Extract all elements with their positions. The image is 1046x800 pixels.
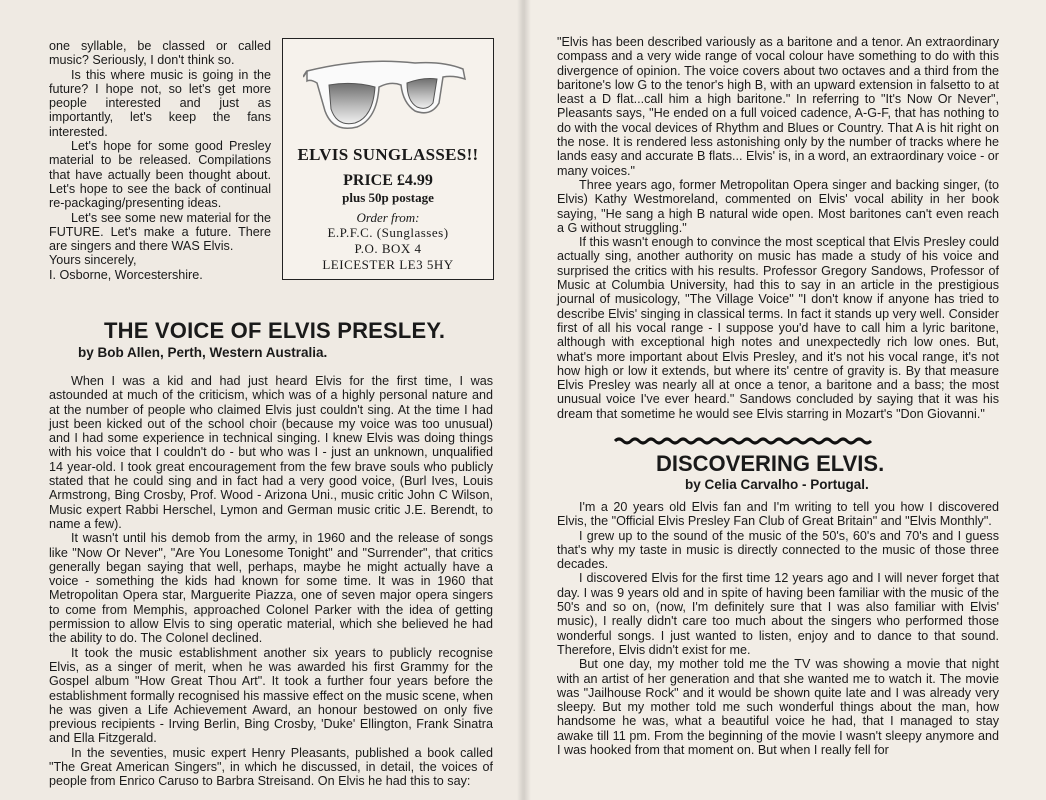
ad-order-from: Order from: bbox=[356, 210, 420, 225]
letter-paragraph: Let's see some new material for the FUTURE. Let's make a future. There are singers and there WAS Elvis. bbox=[49, 210, 271, 254]
letter-signature: I. Osborne, Worcestershire. bbox=[49, 267, 203, 282]
reader-letter bbox=[49, 39, 271, 282]
wavy-divider bbox=[613, 436, 875, 446]
article-paragraph: I discovered Elvis for the first time 12 years ago and I will never forget that day. I was 9 years old and in spite of having been familiar with the music of the 50's and so on, (now, I'm definitely sure that I was also familiar with Elvis' music), I really didn't care too much about the singers who performed those wonderful songs. I just wanted to listen, enjoy and to dance to that sound. Therefore, Elvis didn't exist for me. bbox=[557, 571, 999, 657]
article-paragraph: When I was a kid and had just heard Elvis for the first time, I was astounded at much of the criticism, which was of a highly personal nature and at the number of people who claimed Elvis just couldn't sing. At the time I had just been kicked out of the school choir (because my voice was too unusual) and I had some experience in technical singing. I knew Elvis was doing things with his voice that I couldn't do - but who was I - just an unknown, unqualified 14 year-old. I took great encouragement from the few brave souls who publicly stated that he could sing and in fact had a very good voice, (Burl Ives, Louis Armstrong, Bing Crosby, Prof. Wood - Arizona Uni., music critic John C Wilson, Music expert Rabbi Herschel, Lymon and German music critic J.E. Berendt, to name a few). bbox=[49, 374, 493, 531]
article-paragraph: I grew up to the sound of the music of the 50's, 60's and 70's and I guess that's why my taste in music is directly connected to the music of those three decades. bbox=[557, 528, 999, 572]
sunglasses-advert bbox=[282, 38, 494, 280]
article-body bbox=[557, 500, 999, 757]
article-paragraph: Three years ago, former Metropolitan Opera singer and backing singer, (to Elvis) Kathy Westmoreland, commented on Elvis' vocal ability in her book saying, "He sang a high B natural wide open. Most baritones can't even reach a G without struggling." bbox=[557, 177, 999, 235]
ad-postage: plus 50p postage bbox=[342, 190, 434, 205]
ad-address-line: E.P.F.C. (Sunglasses) bbox=[327, 225, 449, 240]
article-paragraph: It wasn't until his demob from the army, in 1960 and the release of songs like "Now Or Never", "Are You Lonesome Tonight" and "Surrender", that critics generally began saying that well, perhaps, maybe he might actually have a voice - something the kids had known for some time. It was in 1960 that Metropolitan Opera star, Marguerite Piazza, one of seven major opera singers to come from Memphis, approached Colonel Parker with the idea of getting permission to allow Elvis to sing operatic material, which she believed he had the ability to do. The Colonel declined. bbox=[49, 531, 493, 646]
ad-address-line: LEICESTER LE3 5HY bbox=[322, 257, 454, 272]
letter-paragraph: Is this where music is going in the future? I hope not, so let's get more people interested and just as importantly, let's keep the fans interested. bbox=[49, 67, 271, 139]
article-paragraph: In the seventies, music expert Henry Pleasants, published a book called "The Great American Singers", in which he discussed, in detail, the voices of people from Enrico Caruso to Barbra Streisand. On Elvis he had this to say: bbox=[49, 745, 493, 789]
right-page bbox=[523, 0, 1046, 800]
article-paragraph: I'm a 20 years old Elvis fan and I'm writing to tell you how I discovered Elvis, the "Official Elvis Presley Fan Club of Great Britain" and "Elvis Monthly". bbox=[557, 500, 999, 529]
article-byline: by Celia Carvalho - Portugal. bbox=[685, 477, 869, 492]
article-body bbox=[49, 374, 493, 789]
page-gutter bbox=[517, 0, 531, 800]
article-title: DISCOVERING ELVIS. bbox=[656, 451, 885, 476]
article-paragraph: "Elvis has been described variously as a baritone and a tenor. An extraordinary compass and a very wide range of vocal colour have something to do with this divergence of opinion. The voice covers about two octaves and a third from the baritone's low G to the tenor's high B, with an upward extension in falsetto to at least a D flat...call him a high baritone." In referring to "It's Now Or Never", Pleasants says, "He ended on a full voiced cadence, A-G-F, that has nothing to do with the vocal devices of Rhythm and Blues or Country. That A is hit right on the nose. It is rendered less astonishing only by the number of tracks where he lands easy and accurate B flats... Elvis' is, in a word, an extraordinary voice - or many voices." bbox=[557, 35, 999, 178]
article-continuation bbox=[557, 35, 999, 421]
article-byline: by Bob Allen, Perth, Western Australia. bbox=[78, 345, 328, 360]
ad-address-line: P.O. BOX 4 bbox=[354, 241, 422, 256]
letter-closing: Yours sincerely, bbox=[49, 253, 137, 268]
article-paragraph: It took the music establishment another six years to publicly recognise Elvis, as a singer of merit, when he was awarded his first Grammy for the Gospel album "How Great Thou Art". It took a further four years before the establishment formally recognised his massive effect on the music scene, when he was given a Life Achievement Award, an honour bestowed on only five previous recipients - Irving Berlin, Bing Crosby, 'Duke' Ellington, Frank Sinatra and Ella Fitzgerald. bbox=[49, 645, 493, 746]
sunglasses-image bbox=[303, 47, 473, 139]
article-paragraph: But one day, my mother told me the TV was showing a movie that night with an artist of her generation and that she wanted me to watch it. The movie was "Jailhouse Rock" and it would be shown quite late and I was already very sleepy. But my mother told me such wonderful things about the man, how handsome he was, what a beautiful voice he had, that I managed to stay awake till 11 pm. From the beginning of the movie I wasn't sleepy anymore and I was hooked from that moment on. But when I really fell for bbox=[557, 657, 999, 758]
ad-headline: ELVIS SUNGLASSES!! bbox=[297, 145, 479, 164]
letter-paragraph: Let's hope for some good Presley material to be released. Compilations that have actually been thought about. Let's hope to see the back of continual re-packaging/presenting ideas. bbox=[49, 139, 271, 211]
article-title: THE VOICE OF ELVIS PRESLEY. bbox=[104, 318, 446, 343]
article-paragraph: If this wasn't enough to convince the most sceptical that Elvis Presley could actually sing, another authority on music has made a study of his voice and surprised the critics with his results. Professor Gregory Sandows, Professor of Music at Columbia University, had this to say in an article in the prestigious journal of musicology, "The Village Voice" "I don't know if anyone has tried to describe Elvis' singing in classical terms. In fact it stands up very well. Consider first of all his vocal range - I suppose you'd have to call him a lyric baritone, although with exceptional high notes and unexpectedly rich low ones. But, what's more important about Elvis Presley, and it's not his vocal range, it's not how high or low it extends, but where its' centre of gravity is. By that measure Elvis Presley was nearly all at once a tenor, a baritone and a bass; the most unusual voice I've ever heard." Sandows concluded by saying that it was his dream that sometime he would see Elvis starring in Mozart's "Don Giovanni." bbox=[557, 235, 999, 421]
ad-price: PRICE £4.99 bbox=[343, 172, 433, 189]
letter-paragraph: one syllable, be classed or called music? Seriously, I don't think so. bbox=[49, 39, 271, 68]
